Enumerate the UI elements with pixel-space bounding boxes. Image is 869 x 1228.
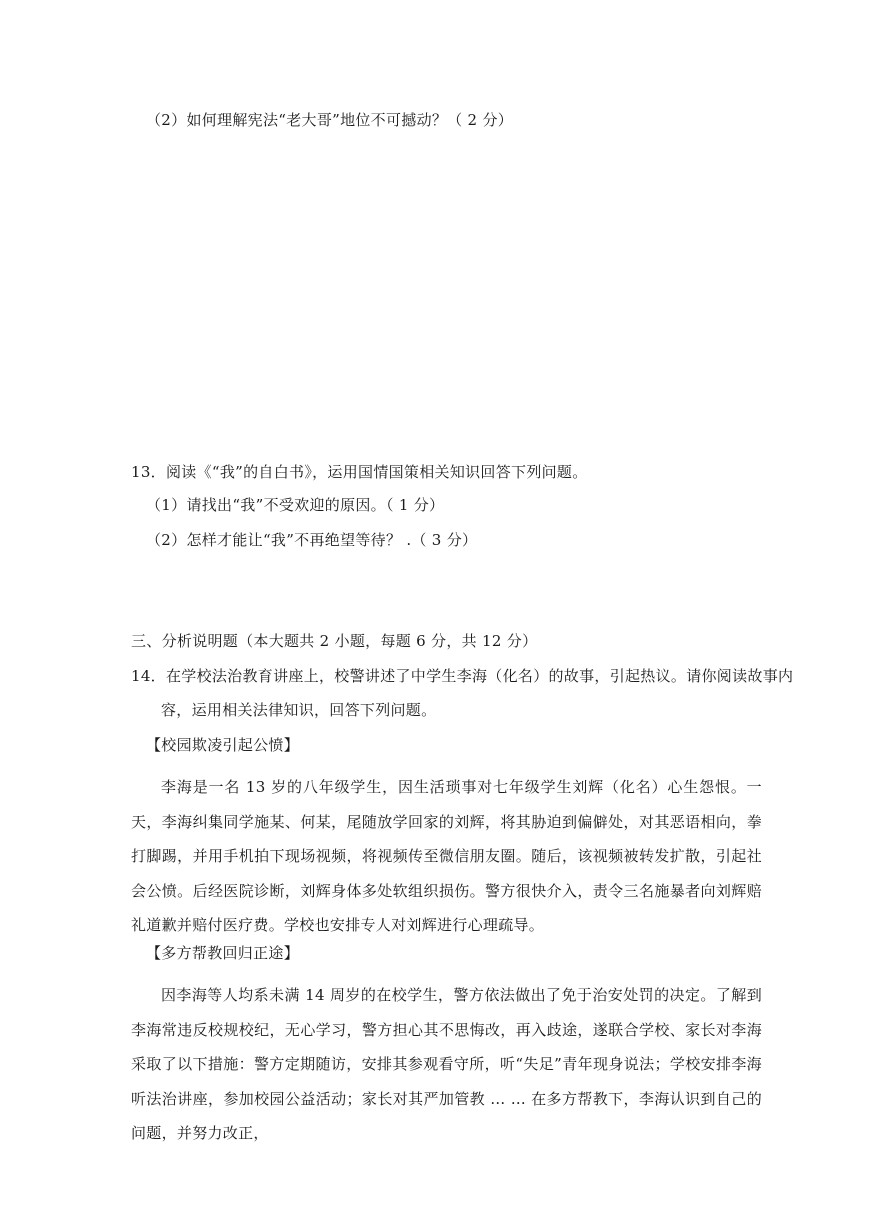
question-14-stem-line-1: 14．在学校法治教育讲座上，校警讲述了中学生李海（化名）的故事，引起热议。请你阅读故事内 (131, 667, 794, 685)
story-heading-rehabilitation: 【多方帮教回归正途】 (146, 944, 300, 962)
question-12-part-2: （2）如何理解宪法“老大哥”地位不可撼动？（ 2 分） (146, 111, 514, 129)
question-13-part-1: （1）请找出“我”不受欢迎的原因。（ 1 分） (146, 496, 445, 514)
section-3-heading: 三、分析说明题（本大题共 2 小题，每题 6 分，共 12 分） (131, 632, 538, 650)
question-13-part-2: （2）怎样才能让“我”不再绝望等待？ .（ 3 分） (146, 531, 478, 549)
story-paragraph-2: 因李海等人均系未满 14 周岁的在校学生，警方依法做出了免于治安处罚的决定。了解到李海常违反校规校纪，无心学习，警方担心其不思悔改，再入歧途，遂联合学校、家长对李海采取了以下措施：警方定期随访，安排其参观看守所，听“失足”青年现身说法；学校安排李海听法治讲座，参加校园公益活动；家长对其严加管教 … … 在多方帮教下，李海认识到自己的问题，并努力改正， (131, 986, 762, 1142)
story-paragraph-1: 李海是一名 13 岁的八年级学生，因生活琐事对七年级学生刘辉（化名）心生怨恨。一天，李海纠集同学施某、何某，尾随放学回家的刘辉，将其胁迫到偏僻处，对其恶语相向，拳打脚踢，并用手机拍下现场视频，将视频传至微信朋友圈。随后，该视频被转发扩散，引起社会公愤。后经医院诊断，刘辉身体多处软组织损伤。警方很快介入，责令三名施暴者向刘辉赔礼道歉并赔付医疗费。学校也安排专人对刘辉进行心理疏导。 (131, 778, 762, 934)
story-heading-bullying: 【校园欺凌引起公愤】 (146, 736, 300, 754)
question-13-stem: 13．阅读《“我”的自白书》，运用国情国策相关知识回答下列问题。 (131, 463, 588, 481)
question-14-stem-line-2: 容，运用相关法律知识，回答下列问题。 (161, 701, 437, 719)
